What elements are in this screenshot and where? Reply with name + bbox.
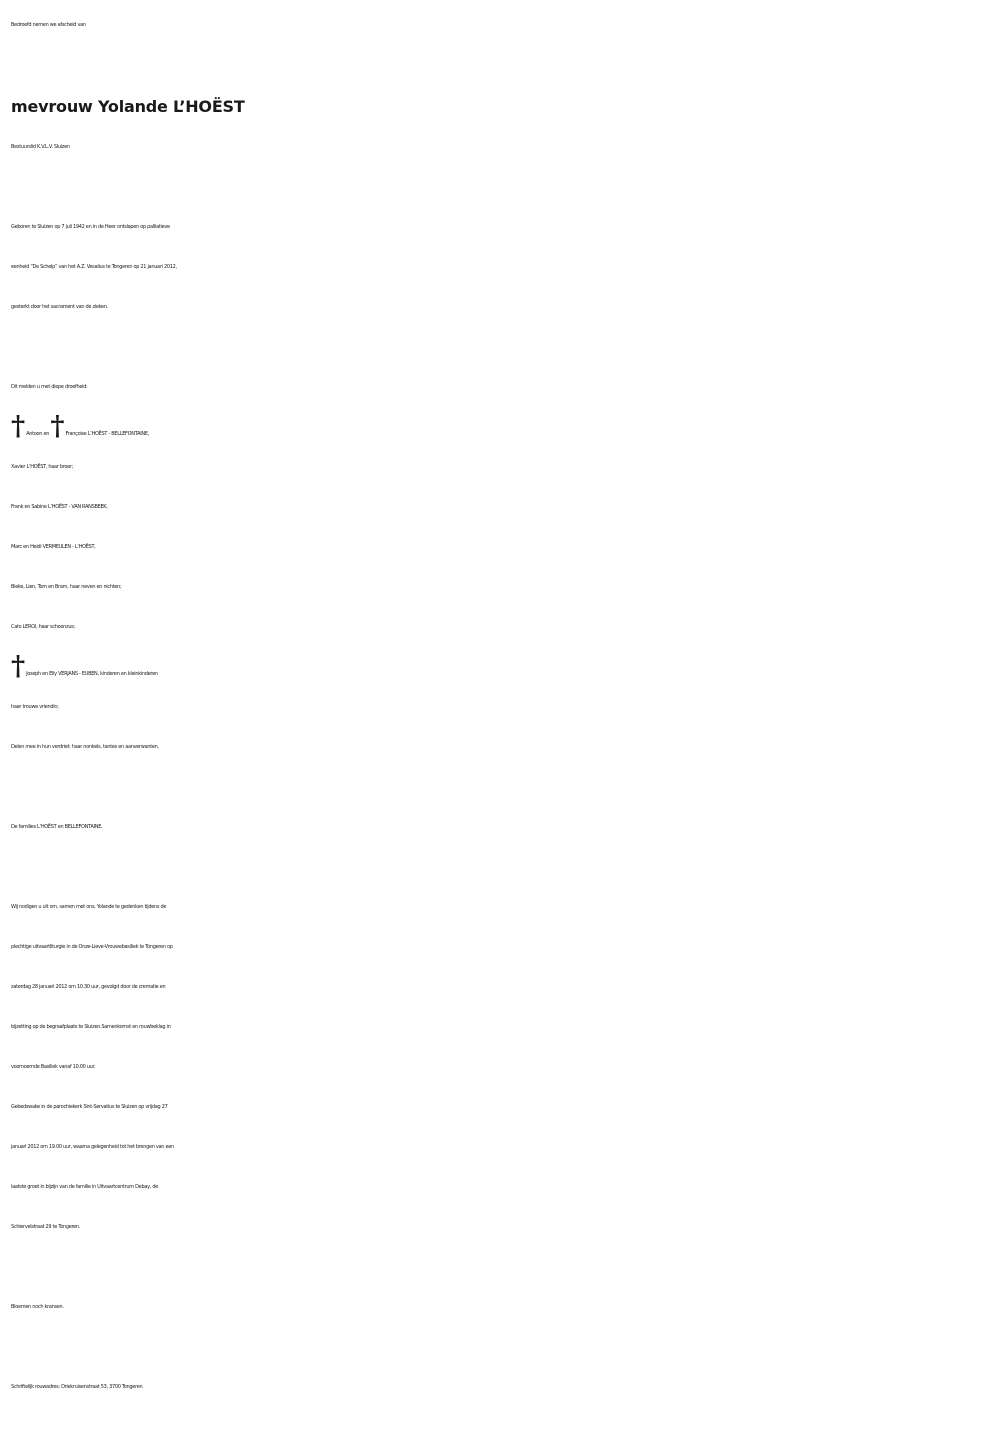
family-line-8: haar trouwe vriendin; (11, 704, 59, 710)
intro-text: Bedroefd nemen we afscheid van (11, 22, 86, 28)
announce-heading: Dit melden u met diepe droefheid: (11, 384, 88, 390)
spacer (11, 1247, 996, 1287)
family-text: Françoise L’HOËST - BELLEFONTAINE, (65, 431, 149, 437)
birth-line: Geboren te Sluizen op 7 juli 1942 en in de Heer ontslapen op palliatieve (11, 224, 170, 230)
ceremony-line: januari 2012 om 19.00 uur, waarna gelegenheid tot het brengen van een (11, 1144, 174, 1150)
family-line-4: Marc en Heidi VERMEULEN - L’HOËST, (11, 544, 96, 550)
birth-line: gesterkt door het sacrament van de zieken. (11, 304, 108, 310)
family-line-3: Frank en Sabine L’HOËST - VAN RANSBEEK, (11, 504, 108, 510)
family-paragraph (11, 367, 996, 767)
ceremony-line: voornoemde Basiliek vanaf 10.00 uur. (11, 1064, 96, 1070)
ceremony-line: bijzetting op de begraafplaats te Sluizen.Samenkomst en rouwbeklag in (11, 1024, 171, 1030)
spacer (11, 847, 996, 887)
family-line-6: Cato LEROI, haar schoonzus; (11, 624, 75, 630)
ceremony-line: Wij nodigen u uit om, samen met ons, Yolande te gedenken tijdens de (11, 904, 167, 910)
ceremony-line: laatste groet in bijzijn van de familie in Uitvaartcentrum Debay, de (11, 1184, 158, 1190)
birth-line: eenheid “De Schelp” van het A.Z. Vesalius te Tongeren op 21 januari 2012, (11, 264, 177, 270)
spacer (11, 1327, 996, 1367)
birth-paragraph (11, 207, 996, 327)
ceremony-line: zaterdag 28 januari 2012 om 10.30 uur, gevolgd door de crematie en (11, 984, 166, 990)
ceremony-paragraph (11, 887, 996, 1247)
spacer (11, 167, 996, 207)
family-line-7 (11, 647, 996, 687)
cross-icon: † (11, 651, 25, 682)
family-text: Antoon en (26, 431, 50, 437)
mourning-address: Schriftelijk rouwadres: Driekruisenstraat 53, 3700 Tongeren (11, 1384, 143, 1390)
spacer (11, 767, 996, 807)
deceased-name: mevrouw Yolande L’HOËST (11, 97, 245, 116)
family-line-1 (11, 407, 996, 447)
families-line: De families L’HOËST en BELLEFONTAINE. (11, 824, 103, 830)
family-line-9: Delen mee in hun verdriet: haar nonkels, tantes en aanverwanten. (11, 744, 159, 750)
cross-icon: † (11, 411, 25, 442)
cross-icon: † (50, 411, 65, 442)
ceremony-line: Gebedswake in de parochiekerk Sint-Servatius te Sluizen op vrijdag 27 (11, 1104, 168, 1110)
family-text: Joseph en Elly VERJANS - EUBEN, kinderen en kleinkinderen (26, 671, 158, 677)
family-line-2: Xavier L’HOËST, haar broer; (11, 464, 74, 470)
ceremony-line: plechtige uitvaartliturgie in de Onze-Lieve-Vrouwebasiliek te Tongeren op (11, 944, 173, 950)
obituary-notice (11, 5, 996, 1407)
flowers-note: Bloemen noch kransen. (11, 1304, 64, 1310)
spacer (11, 327, 996, 367)
ceremony-line: Schiervelstraat 29 te Tongeren. (11, 1224, 81, 1230)
family-line-5: Bieke, Lien, Tom en Bram, haar neven en nichten; (11, 584, 122, 590)
deceased-role: Bestuurslid K.V.L.V. Sluizen (11, 144, 70, 150)
